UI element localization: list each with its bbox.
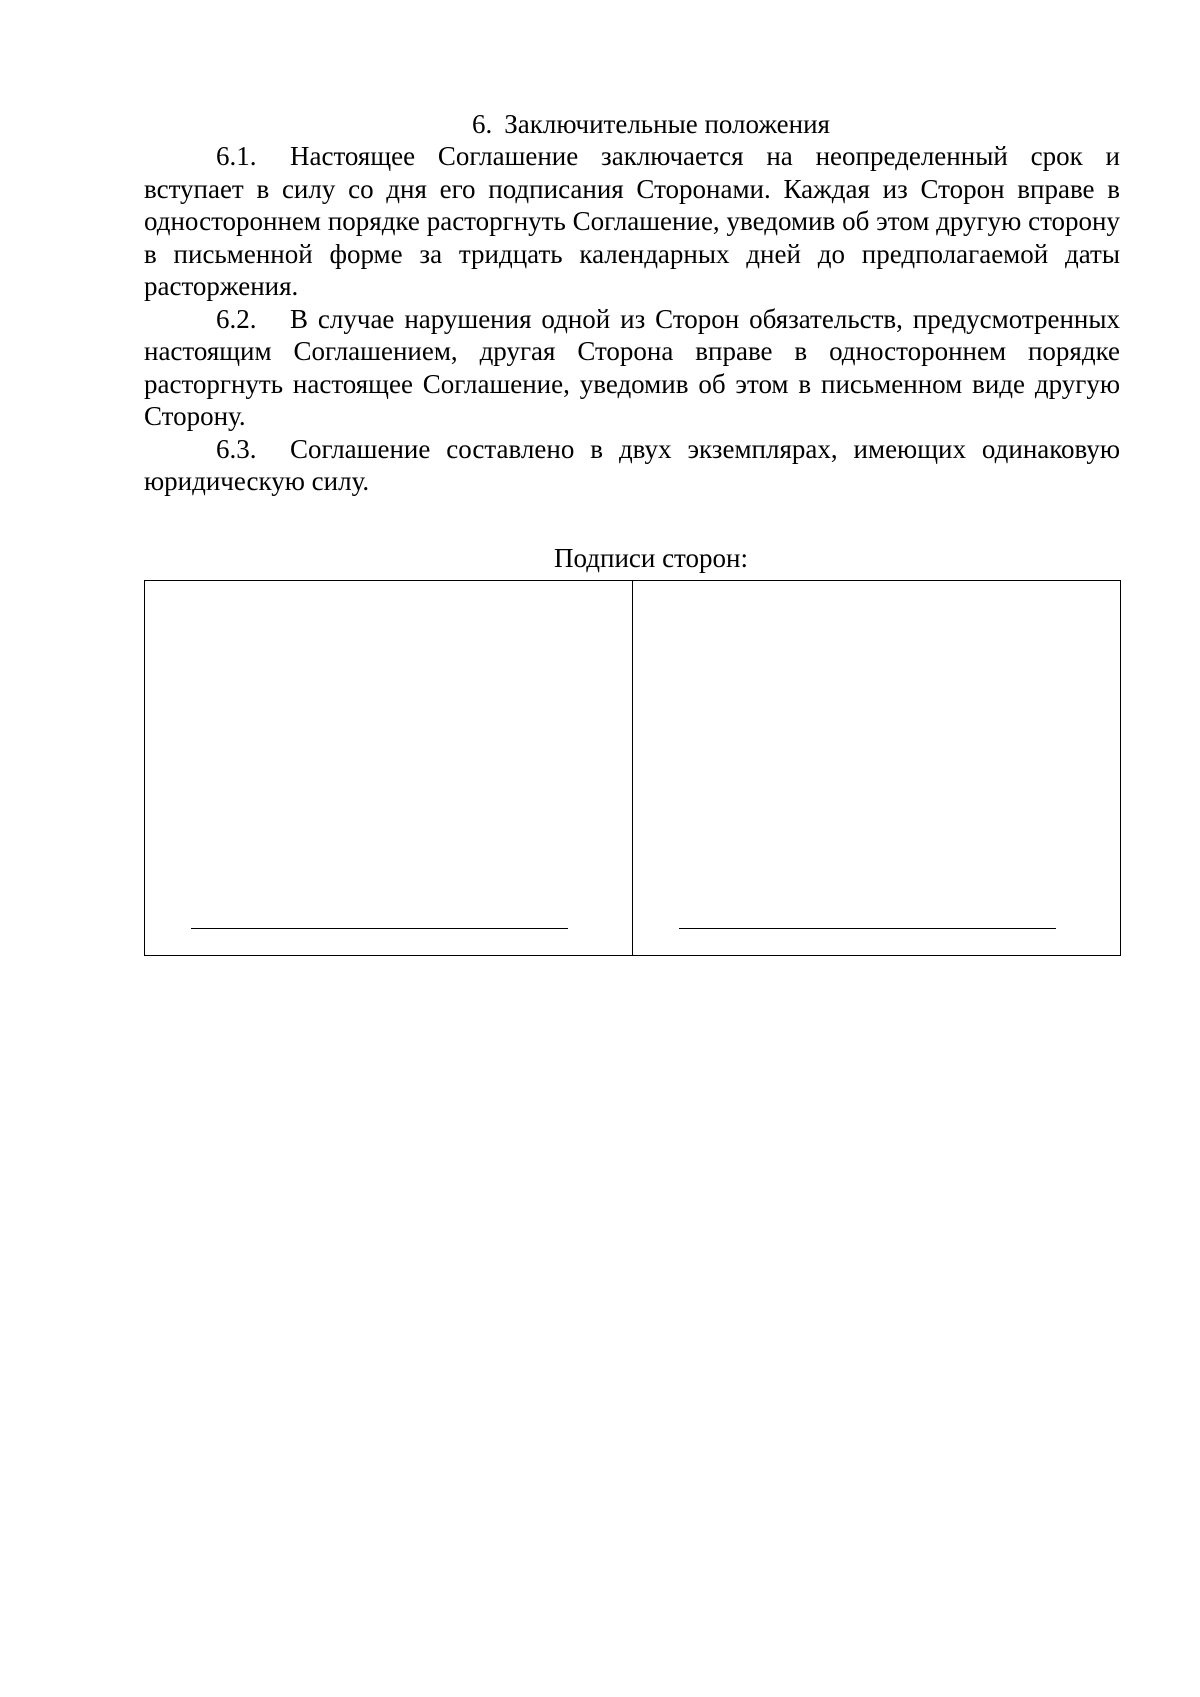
- signatures-title: Подписи сторон:: [554, 543, 748, 573]
- signature-table: [144, 580, 1121, 956]
- section-heading: [144, 108, 1120, 140]
- clause-6-2: [144, 303, 1120, 433]
- clause-number: 6.1.: [216, 141, 257, 171]
- document-page: [144, 108, 1120, 573]
- clause-6-1: [144, 140, 1120, 303]
- clause-number: 6.3.: [216, 433, 257, 464]
- section-title: Заключительные положения: [504, 109, 830, 139]
- signature-cell-right: [633, 581, 1120, 955]
- signature-line-right: [679, 928, 1056, 929]
- signature-line-left: [191, 928, 568, 929]
- clause-text: Соглашение составлено в двух экземплярах, имеющих одинаковую юридическую силу.: [144, 433, 1120, 496]
- clause-text: Настоящее Соглашение заключается на неопределенный срок и вступает в силу со дня его подписания Сторонами. Каждая из Сторон вправе в одностороннем порядке расторгнуть Соглашение, уведомив об этом другую сторону в письменной форме за тридцать календарных дней до предполагаемой даты расторжения.: [144, 141, 1120, 301]
- clause-6-3: [144, 433, 1120, 498]
- clause-number: 6.2.: [216, 303, 257, 334]
- clause-text: В случае нарушения одной из Сторон обязательств, предусмотренных настоящим Соглашением, другая Сторона вправе в одностороннем порядке расторгнуть настоящее Соглашение, уведомив об этом в письменном виде другую Сторону.: [144, 303, 1120, 431]
- section-number: 6.: [472, 109, 493, 139]
- signature-cell-left: [145, 581, 633, 955]
